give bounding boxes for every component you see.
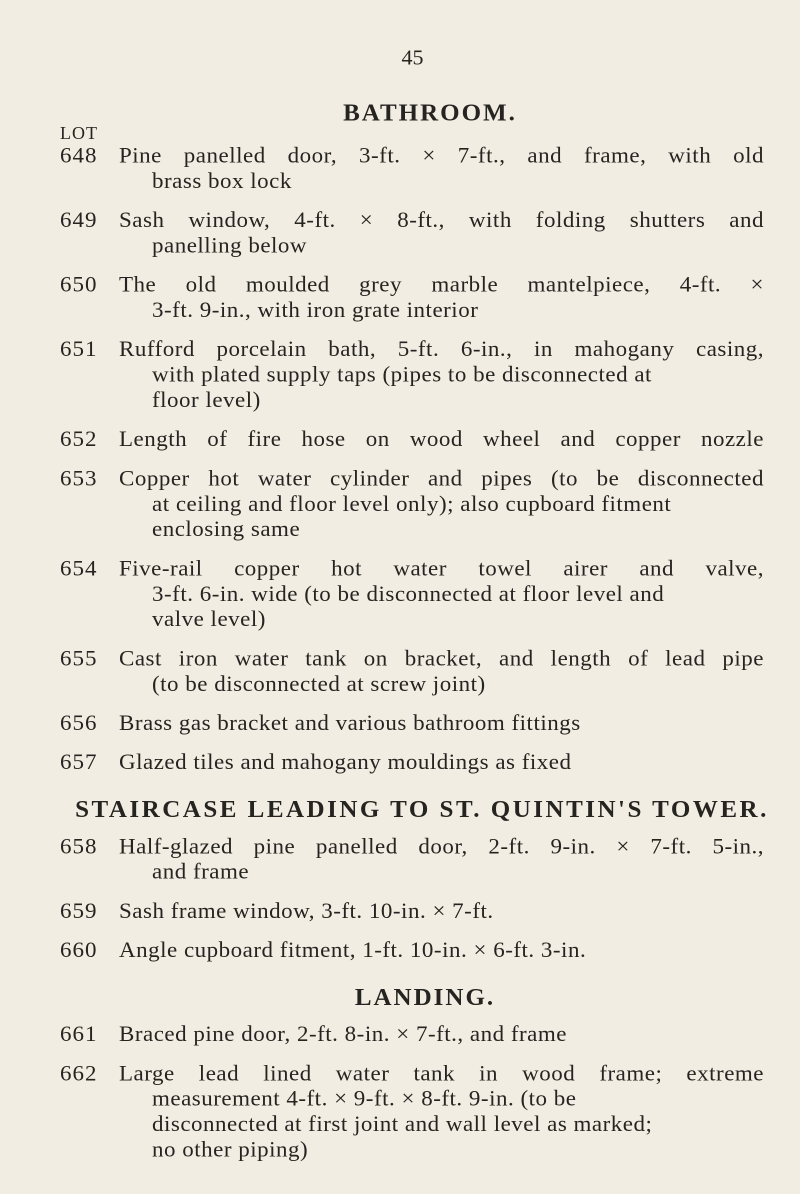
section-heading-staircase: STAIRCASE LEADING TO ST. QUINTIN'S TOWER. (75, 796, 769, 823)
lot-line: 3-ft. 9-in., with iron grate interior (152, 297, 479, 322)
lot-number: 652 (60, 426, 98, 452)
lot-line: 3-ft. 6-in. wide (to be disconnected at floor level and (152, 581, 665, 606)
page-number: 45 (401, 45, 424, 70)
section-heading-landing: LANDING. (354, 984, 496, 1011)
lot-description (119, 1022, 764, 1047)
lot-description (119, 143, 764, 194)
lot-line: Five-rail copper hot water towel airer and valve, (119, 555, 764, 581)
lot-line: Large lead lined water tank in wood frame; extreme (119, 1060, 764, 1086)
lot-description (119, 337, 764, 413)
lot-line: Braced pine door, 2-ft. 8-in. × 7-ft., and frame (119, 1021, 567, 1047)
lot-number: 660 (60, 937, 98, 962)
lot-number: 649 (60, 207, 98, 232)
lot-line: Half-glazed pine panelled door, 2-ft. 9-in. × 7-ft. 5-in., (119, 833, 764, 859)
lot-number: 655 (60, 645, 98, 671)
lot-line: brass box lock (152, 168, 292, 193)
lot-line: floor level) (152, 387, 261, 412)
section-heading-bathroom: BATHROOM. (343, 99, 517, 127)
lot-line: no other piping) (152, 1137, 309, 1162)
lot-description (119, 272, 764, 323)
lot-line: enclosing same (152, 516, 301, 542)
lot-line: Sash window, 4-ft. × 8-ft., with folding shutters and (119, 207, 764, 232)
lot-number: 654 (60, 555, 98, 581)
lot-description (119, 466, 764, 542)
lot-line: measurement 4-ft. × 9-ft. × 8-ft. 9-in. (to be (152, 1086, 577, 1111)
lot-description (119, 1061, 764, 1163)
lot-description (119, 646, 764, 697)
lot-number: 648 (60, 142, 98, 168)
lot-description (119, 207, 764, 258)
lot-line: Copper hot water cylinder and pipes (to be disconnected (119, 465, 764, 491)
lot-line: Sash frame window, 3-ft. 10-in. × 7-ft. (119, 898, 494, 923)
lot-number: 661 (60, 1021, 98, 1047)
lot-line: Brass gas bracket and various bathroom fittings (119, 710, 581, 735)
lot-number: 653 (60, 465, 98, 491)
lot-line: Length of fire hose on wood wheel and copper nozzle (119, 426, 764, 452)
lot-number: 650 (60, 272, 98, 297)
lot-description (119, 937, 764, 962)
lot-description (119, 556, 764, 632)
lot-description (119, 427, 764, 452)
lot-number: 659 (60, 898, 98, 923)
lot-line: panelling below (152, 232, 308, 258)
lot-number: 658 (60, 833, 98, 859)
lot-description (119, 750, 764, 775)
lot-description (119, 834, 764, 885)
lot-line: at ceiling and floor level only); also cupboard fitment (152, 491, 672, 516)
lot-number: 657 (60, 749, 98, 774)
lot-line: valve level) (152, 606, 266, 632)
lot-line: The old moulded grey marble mantelpiece, 4-ft. × (119, 272, 764, 297)
lot-description (119, 898, 764, 923)
lot-line: and frame (152, 859, 250, 884)
lot-line: Pine panelled door, 3-ft. × 7-ft., and frame, with old (119, 142, 764, 168)
lot-line: Angle cupboard fitment, 1-ft. 10-in. × 6-ft. 3-in. (119, 937, 587, 962)
lot-line: (to be disconnected at screw joint) (152, 671, 486, 696)
lot-description (119, 710, 764, 735)
lot-line: with plated supply taps (pipes to be disconnected at (152, 362, 652, 387)
lot-line: Cast iron water tank on bracket, and length of lead pipe (119, 645, 764, 671)
lot-line: Rufford porcelain bath, 5-ft. 6-in., in mahogany casing, (119, 336, 764, 362)
lot-line: disconnected at first joint and wall level as marked; (152, 1111, 653, 1137)
lot-column-header: LOT (60, 123, 98, 143)
lot-number: 651 (60, 336, 98, 362)
lot-line: Glazed tiles and mahogany mouldings as fixed (119, 749, 572, 774)
lot-number: 656 (60, 710, 98, 735)
lot-number: 662 (60, 1060, 98, 1086)
